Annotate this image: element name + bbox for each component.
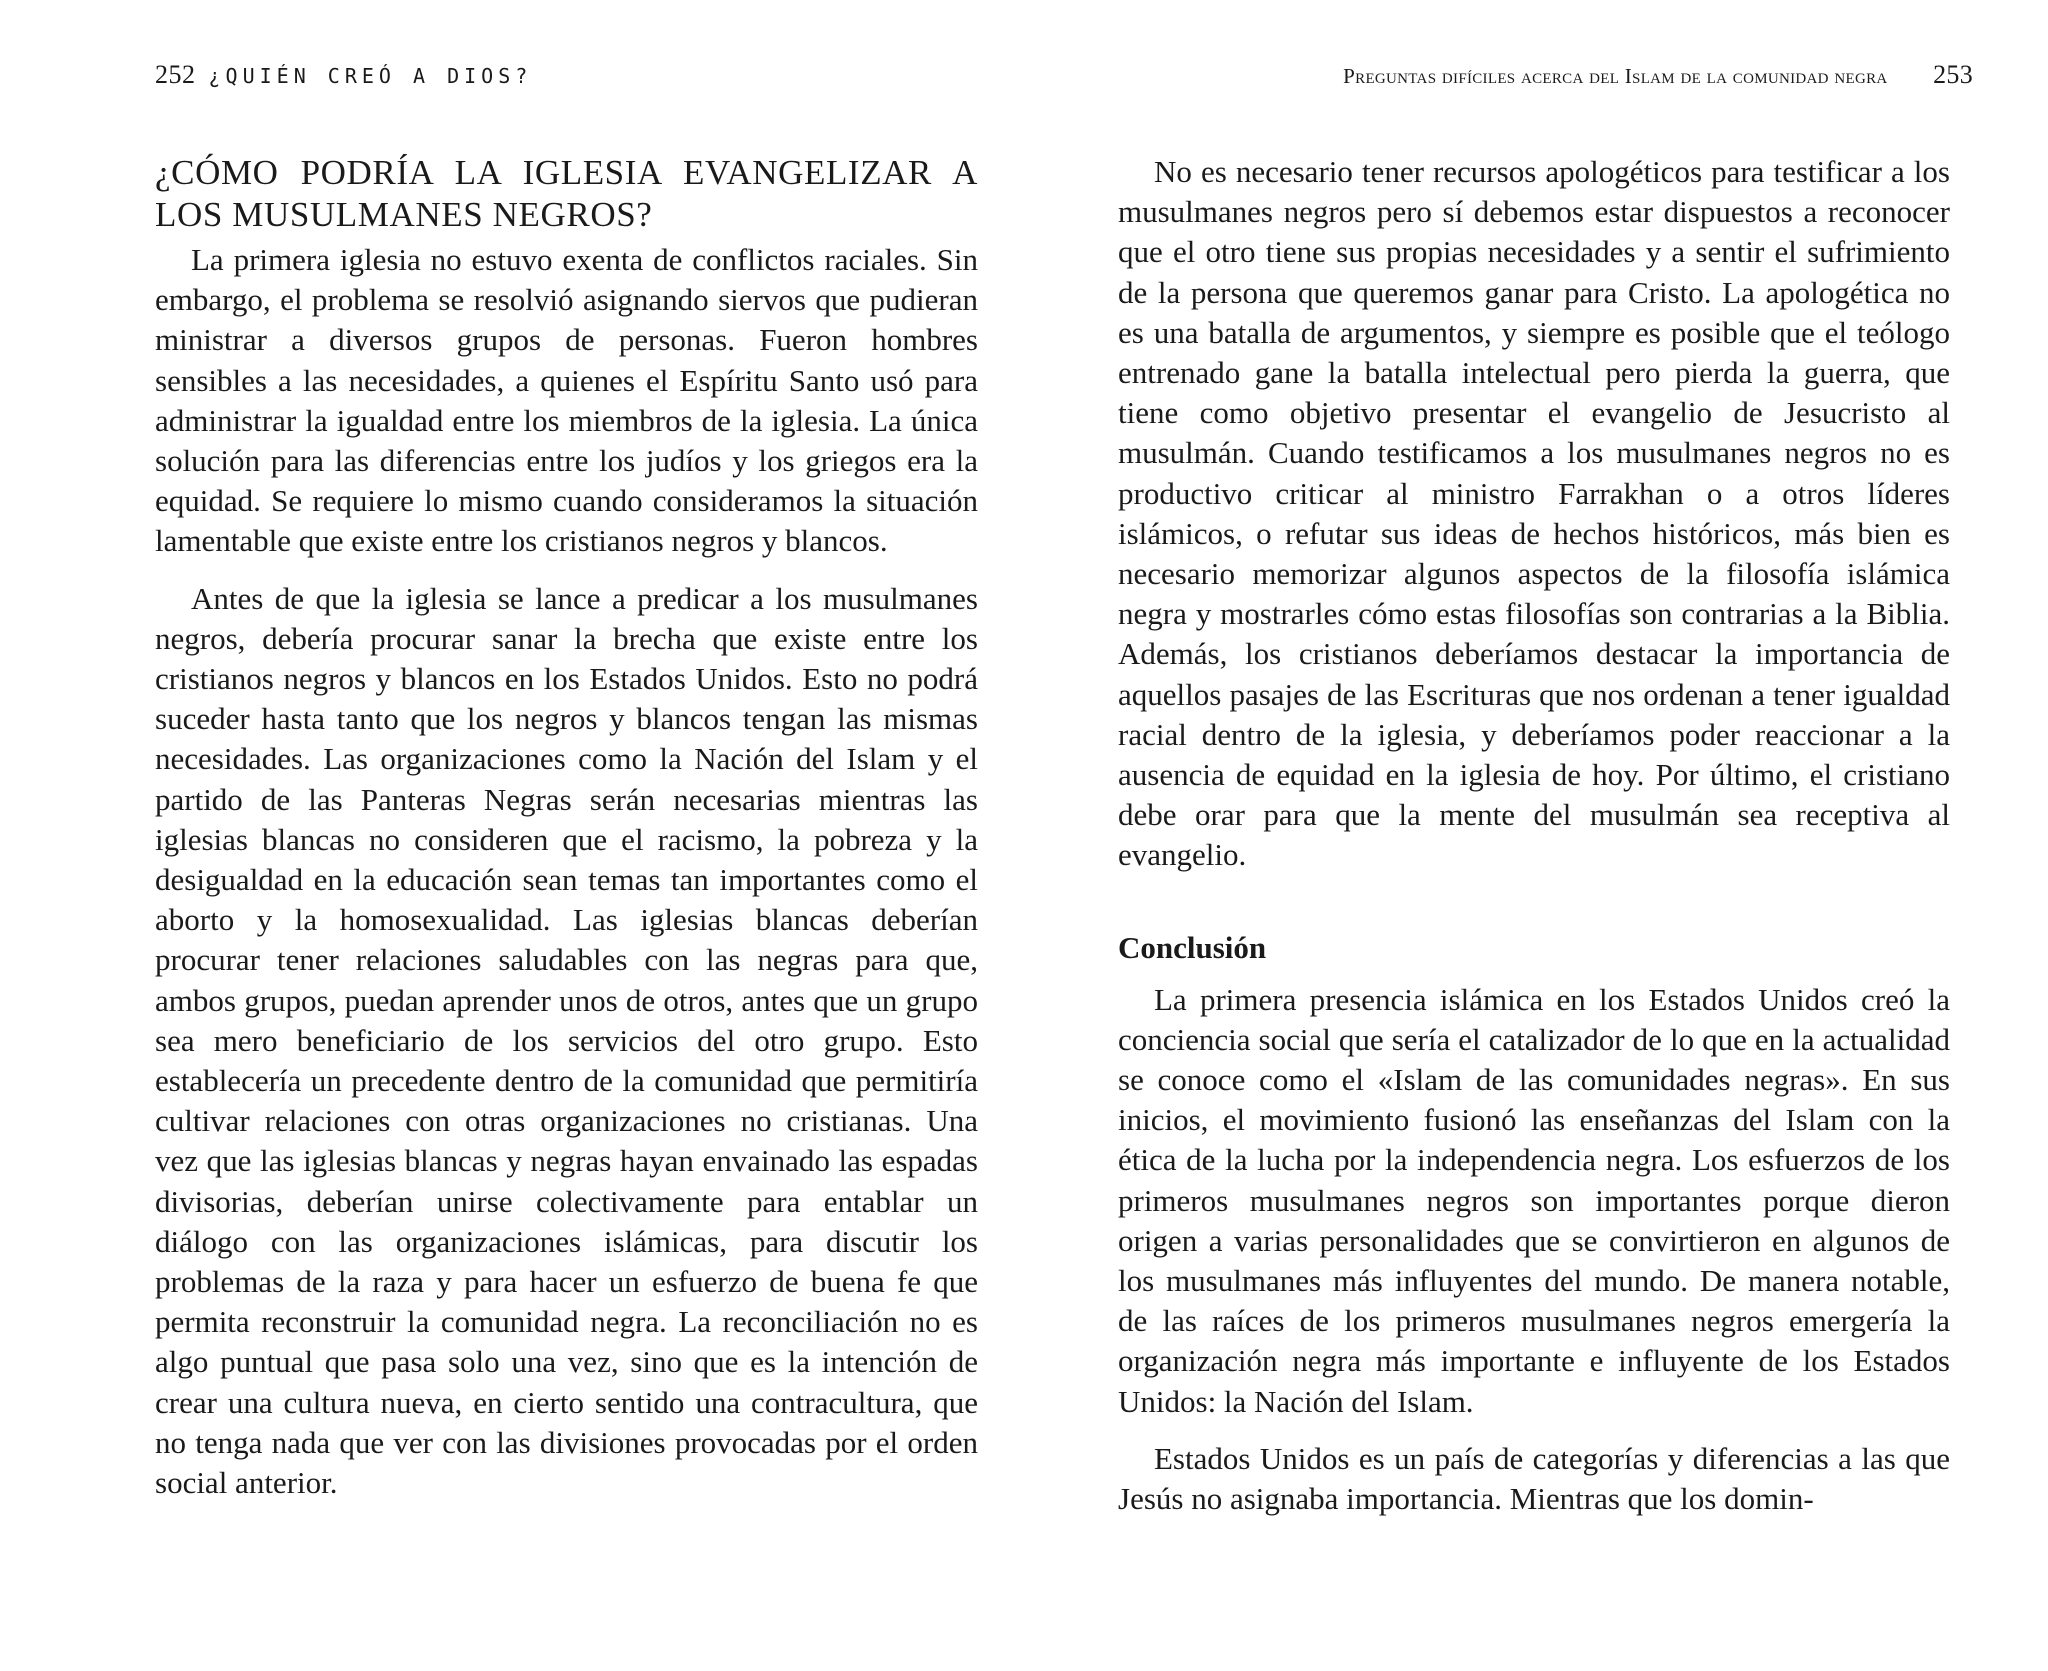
right-page — [1024, 0, 2048, 1671]
right-page-number: 253 — [1933, 60, 1973, 89]
left-page-number: 252 — [155, 60, 196, 89]
right-running-head — [1343, 60, 1973, 90]
body-paragraph: La primera presencia islámica en los Estados Unidos creó la conciencia social que sería el catalizador de lo que en la actualidad se conoce como el «Islam de las comunidades negras». En sus inicios, el movimiento fusionó las enseñanzas del Islam con la ética de la lucha por la independencia negra. Los esfuerzos de los primeros musulmanes negros son importantes porque dieron origen a varias personalidades que se convirtieron en algunos de los musulmanes más influyentes del mundo. De manera notable, de las raíces de los primeros musulmanes negros emergería la organización negra más importante e influyente de los Estados Unidos: la Nación del Islam. — [1118, 981, 1950, 1419]
conclusion-heading: Conclusión — [1118, 929, 1267, 965]
section-heading: ¿CÓMO PODRÍA LA IGLESIA EVANGELIZAR A LOS MUSULMANES NEGROS? — [155, 153, 978, 234]
right-text-block — [1118, 152, 1950, 1519]
left-text-block — [155, 152, 978, 1503]
body-paragraph: No es necesario tener recursos apologéticos para testificar a los musulmanes negros pero sí debemos estar dispuestos a reconocer que el otro tiene sus propias necesidades y a sentir el sufrimiento de la persona que queremos ganar para Cristo. La apologética no es una batalla de argumentos, y siempre es posible que el teólogo entrenado gane la batalla intelectual pero pierda la guerra, que tiene como objetivo presentar el evangelio de Jesucristo al musulmán. Cuando testificamos a los musulmanes negros no es productivo criticar al ministro Farrakhan o a otros líderes islámicos, o refutar sus ideas de hechos históricos, más bien es necesario memorizar algunos aspectos de la filosofía islámica negra y mostrarles cómo estas filosofías son contrarias a la Biblia. Además, los cristianos deberíamos destacar la importancia de aquellos pasajes de las Escrituras que nos ordenan a tener igualdad racial dentro de la iglesia, y deberíamos poder reaccionar a la ausencia de equidad en la iglesia de hoy. Por último, el cristiano debe orar para que la mente del musulmán sea receptiva al evangelio. — [1118, 154, 1950, 873]
chapter-title: Preguntas difíciles acerca del Islam de la comunidad negra — [1343, 64, 1888, 88]
body-paragraph: Estados Unidos es un país de categorías y diferencias a las que Jesús no asignaba importancia. Mientras que los domin- — [1118, 1440, 1950, 1517]
book-title: ¿QUIÉN CREÓ A DIOS? — [208, 64, 533, 88]
left-running-head — [155, 60, 532, 90]
body-paragraph: Antes de que la iglesia se lance a predicar a los musulmanes negros, debería procurar sanar la brecha que existe entre los cristianos negros y blancos en los Estados Unidos. Esto no podrá suceder hasta tanto que los negros y blancos tengan las mismas necesidades. Las organizaciones como la Nación del Islam y el partido de las Panteras Negras serán necesarias mientras las iglesias blancas no consideren que el racismo, la pobreza y la desigualdad en la educación sean temas tan importantes como el aborto y la homosexualidad. Las iglesias blancas deberían procurar tener relaciones saludables con las negras para que, ambos grupos, puedan aprender unos de otros, antes que un grupo sea mero beneficiario de los servicios del otro grupo. Esto establecería un precedente dentro de la comunidad que permitiría cultivar relaciones con otras organizaciones no cristianas. Una vez que las iglesias blancas y negras hayan envainado las espadas divisorias, deberían unirse colectivamente para entablar un diálogo con las organizaciones islámicas, para discutir los problemas de la raza y para hacer un esfuerzo de buena fe que permita reconstruir la comunidad negra. La reconciliación no es algo puntual que pasa solo una vez, sino que es la intención de crear una cultura nueva, en cierto sentido una contracultura, que no tenga nada que ver con las divisiones provocadas por el orden social anterior. — [155, 580, 978, 1501]
body-paragraph: La primera iglesia no estuvo exenta de conflictos raciales. Sin embargo, el problema se resolvió asignando siervos que pudieran ministrar a diversos grupos de personas. Fueron hombres sensibles a las necesidades, a quienes el Espíritu Santo usó para administrar la igualdad entre los miembros de la iglesia. La única solución para las diferencias entre los judíos y los griegos era la equidad. Se requiere lo mismo cuando consideramos la situación lamentable que existe entre los cristianos negros y blancos. — [155, 242, 978, 559]
